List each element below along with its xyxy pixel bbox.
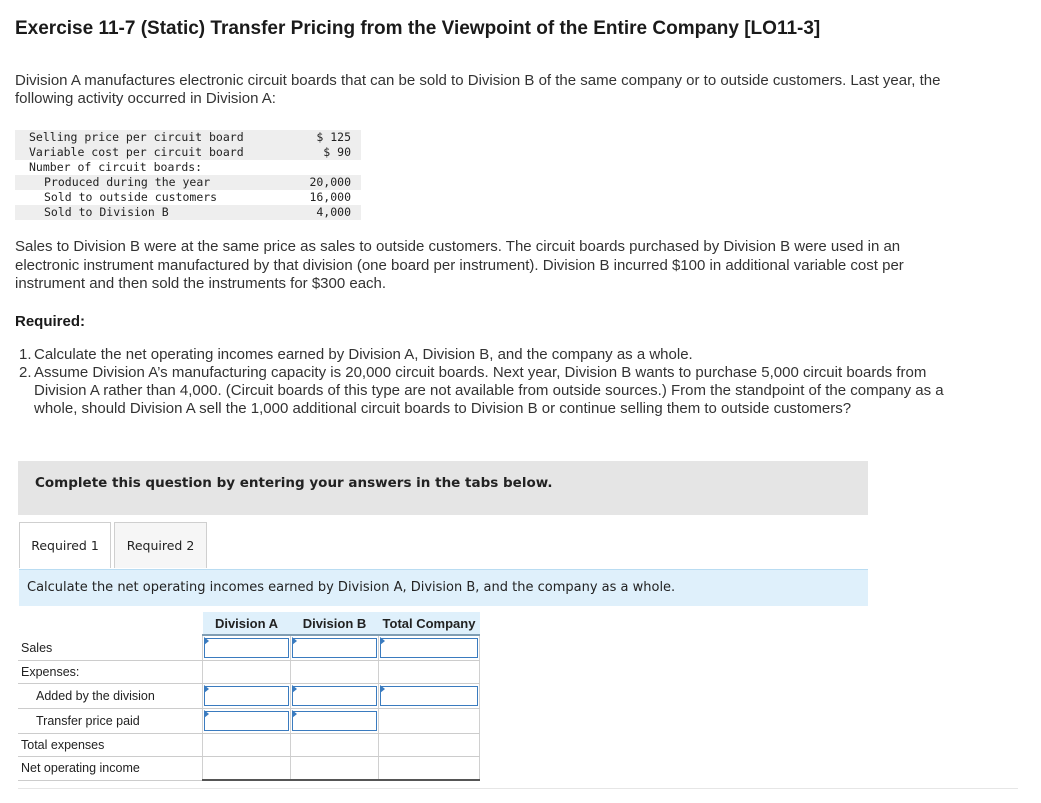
cell [203,709,291,734]
list-item [15,364,945,418]
list-item [15,346,945,364]
table-row [15,160,361,175]
table-row [18,635,480,661]
cell [291,661,379,684]
table-row [15,190,361,205]
answer-table [18,612,480,781]
tab-required-2[interactable]: Required 2 [114,522,207,568]
sales-division-a-input[interactable] [204,638,289,658]
activity-label: Sold to Division B [15,205,277,220]
table-row [18,734,480,757]
row-label-total-expenses: Total expenses [18,734,203,757]
activity-value: 20,000 [277,175,361,190]
divider [18,788,1018,789]
added-division-b-input[interactable] [292,686,377,706]
cell [291,757,379,781]
transfer-division-a-input[interactable] [204,711,289,731]
item-text: Assume Division A’s manufacturing capacity is 20,000 circuit boards. Next year, Division B wants to purchase 5,000 circuit boards from Division A rather than 4,000. (Circuit boards of this type are not available from outside sources.) From the standpoint of the company as a whole, should Division A sell the 1,000 additional circuit boards to Division B or continue selling them to outside customers? [34,364,944,417]
table-row [18,661,480,684]
table-row [18,684,480,709]
cell [379,684,480,709]
header-blank [18,612,203,635]
required-heading: Required: [15,313,86,330]
activity-value: 4,000 [277,205,361,220]
activity-value [277,160,361,175]
activity-value: $ 90 [277,145,361,160]
row-label-expenses: Expenses: [18,661,203,684]
row-label-sales: Sales [18,635,203,661]
cell [291,734,379,757]
intro-paragraph: Division A manufactures electronic circuit boards that can be sold to Division B of the same company or to outside customers. Last year, the following activity occurred in Division A: [15,72,941,107]
complete-prompt-box [18,461,868,515]
table-row [15,130,361,145]
added-division-a-input[interactable] [204,686,289,706]
cell [203,734,291,757]
cell [379,635,480,661]
cell [291,684,379,709]
cell [203,635,291,661]
col-division-b: Division B [291,612,379,635]
cell [203,757,291,781]
cell [379,661,480,684]
complete-prompt: Complete this question by entering your answers in the tabs below. [35,475,553,491]
required-list [15,346,945,418]
activity-label: Sold to outside customers [44,190,218,204]
item-number: 1. [19,346,32,363]
col-division-a: Division A [203,612,291,635]
row-label-noi: Net operating income [18,757,203,781]
cell [379,757,480,781]
added-total-input[interactable] [380,686,478,706]
activity-label: Selling price per circuit board [15,130,277,145]
col-total-company: Total Company [379,612,480,635]
table-row [18,757,480,781]
cell [203,684,291,709]
instruction-bar [19,569,868,606]
tab-required-1[interactable]: Required 1 [19,522,111,568]
cell [379,734,480,757]
table-row [15,205,361,220]
page-title: Exercise 11-7 (Static) Transfer Pricing from the Viewpoint of the Entire Company [LO11-3] [15,18,821,39]
sales-total-input[interactable] [380,638,478,658]
transfer-division-b-input[interactable] [292,711,377,731]
activity-value: 16,000 [309,190,351,204]
cell [379,709,480,734]
row-label-added: Added by the division [18,684,203,709]
item-number: 2. [19,364,32,381]
cell [203,661,291,684]
activity-label: Variable cost per circuit board [15,145,277,160]
instruction-text: Calculate the net operating incomes earned by Division A, Division B, and the company as a whole. [27,580,676,595]
cell [291,709,379,734]
table-row [15,175,361,190]
row-label-transfer: Transfer price paid [18,709,203,734]
scenario-paragraph: Sales to Division B were at the same price as sales to outside customers. The circuit boards purchased by Division B were used in an electronic instrument manufactured by that division (one board per instrument). Division B incurred $100 in additional variable cost per instrument and then sold the instruments for $300 each. [15,238,904,292]
activity-value: $ 125 [277,130,361,145]
cell [291,635,379,661]
activity-label: Number of circuit boards: [29,160,203,174]
table-row [15,145,361,160]
activity-table [15,130,361,220]
sales-division-b-input[interactable] [292,638,377,658]
table-row [18,709,480,734]
activity-label: Produced during the year [15,175,277,190]
header-row [18,612,480,635]
item-text: Calculate the net operating incomes earned by Division A, Division B, and the company as a whole. [34,346,693,363]
